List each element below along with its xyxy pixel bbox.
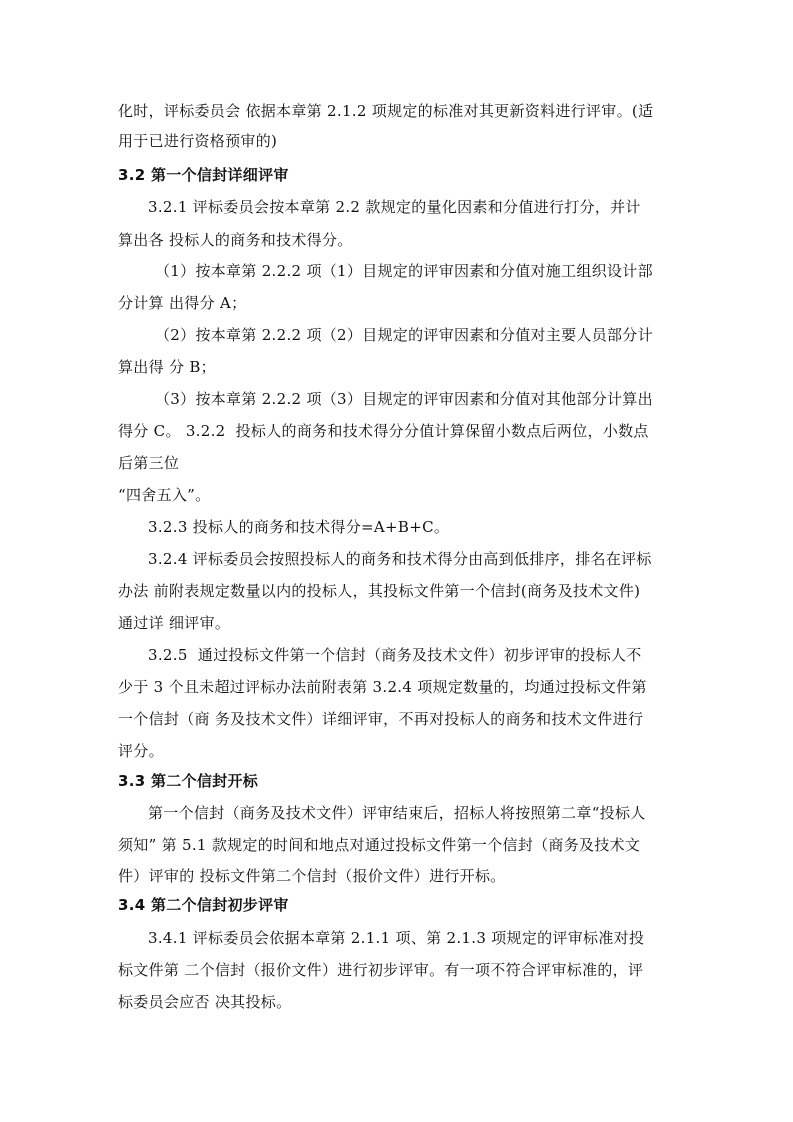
body-line: 第一个信封（商务及技术文件）评审结束后，招标人将按照第二章“投标人 bbox=[148, 804, 646, 822]
body-line: 化时，评标委员会 依据本章第 2.1.2 项规定的标准对其更新资料进行评审。(适 bbox=[118, 102, 654, 120]
list-item-line: （2）按本章第 2.2.2 项（2）目规定的评审因素和分值对主要人员部分计 bbox=[155, 326, 653, 344]
list-item-line: （3）按本章第 2.2.2 项（3）目规定的评审因素和分值对其他部分计算出 bbox=[155, 390, 653, 408]
body-line: 3.2.4 评标委员会按照投标人的商务和技术得分由高到低排序，排名在评标 bbox=[148, 550, 652, 568]
section-heading: 3.2 第一个信封详细评审 bbox=[118, 166, 289, 184]
body-line: 3.2.5 通过投标文件第一个信封（商务及技术文件）初步评审的投标人不 bbox=[148, 646, 642, 664]
body-line: 少于 3 个且未超过评标办法前附表第 3.2.4 项规定数量的，均通过投标文件第 bbox=[118, 678, 647, 696]
section-heading: 3.3 第二个信封开标 bbox=[118, 772, 259, 790]
body-line: 评分。 bbox=[118, 742, 164, 760]
body-line: 用于已进行资格预审的) bbox=[118, 132, 278, 150]
body-line: 得分 C。 3.2.2 投标人的商务和技术得分分值计算保留小数点后两位，小数点 bbox=[118, 422, 649, 440]
body-line: 标委员会应否 决其投标。 bbox=[118, 993, 292, 1011]
body-line: 一个信封（商 务及技术文件）详细评审，不再对投标人的商务和技术文件进行 bbox=[118, 710, 644, 728]
body-line: 标文件第 二个信封（报价文件）进行初步评审。有一项不符合评审标准的，评 bbox=[118, 961, 644, 979]
body-line: 通过详 细评审。 bbox=[118, 614, 231, 632]
body-line: 办法 前附表规定数量以内的投标人，其投标文件第一个信封(商务及技术文件) bbox=[118, 582, 641, 600]
body-line: 3.2.1 评标委员会按本章第 2.2 款规定的量化因素和分值进行打分，并计 bbox=[148, 198, 641, 216]
list-item-line: 分计算 出得分 A； bbox=[118, 294, 247, 312]
body-line: “四舍五入”。 bbox=[118, 486, 211, 504]
list-item-line: （1）按本章第 2.2.2 项（1）目规定的评审因素和分值对施工组织设计部 bbox=[155, 262, 653, 280]
body-line: 3.2.3 投标人的商务和技术得分=A+B+C。 bbox=[148, 518, 450, 536]
body-line: 3.4.1 评标委员会依据本章第 2.1.1 项、第 2.1.3 项规定的评审标准对投 bbox=[148, 929, 645, 947]
body-line: 须知” 第 5.1 款规定的时间和地点对通过投标文件第一个信封（商务及技术文 bbox=[118, 836, 641, 854]
body-line: 算出各 投标人的商务和技术得分。 bbox=[118, 231, 353, 249]
list-item-line: 算出得 分 B； bbox=[118, 358, 216, 376]
body-line: 后第三位 bbox=[118, 454, 180, 472]
body-line: 件）评审的 投标文件第二个信封（报价文件）进行开标。 bbox=[118, 867, 506, 885]
section-heading: 3.4 第二个信封初步评审 bbox=[118, 896, 289, 914]
